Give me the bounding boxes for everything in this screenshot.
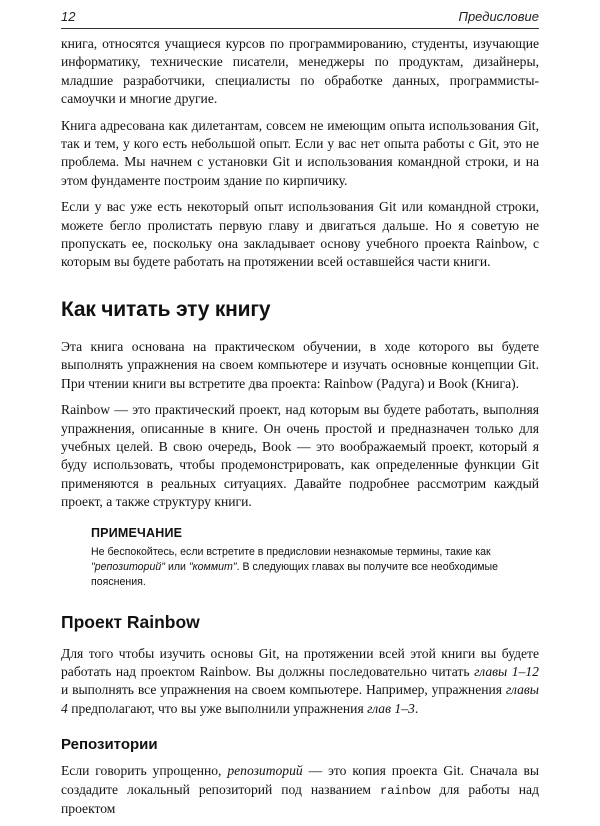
- intro-paragraph-1: книга, относятся учащиеся курсов по программированию, студенты, изучающие информатику, технические писатели, менеджеры по продуктам, дизайнеры, младшие разработчики, специалисты по обработке данных, программисты-самоучки и многие другие.: [61, 36, 539, 107]
- note-text: [91, 545, 539, 590]
- how-to-read-paragraph-2: Rainbow — это практический проект, над которым вы будете работать, выполняя упражнения, описанные в книге. Он очень простой и предназначен только для учебных целей. В свою очередь, Book — это воображаемый проект, который я буду использовать, чтобы продемонстрировать, как определенные функции Git применяются в реальных ситуациях. Давайте подробнее рассмотрим каждый проект, а также структуру книги.: [61, 402, 539, 510]
- section-heading-repositories: Репозитории: [61, 736, 158, 754]
- chapter-reference: главы 4: [61, 682, 539, 716]
- running-section-title: Предисловие: [458, 9, 539, 24]
- how-to-read-paragraph-1: Эта книга основана на практическом обучении, в ходе которого вы будете выполнять упражнения на своем компьютере и изучать основные концепции Git. При чтении книги вы встретите два проекта: Rainbow (Радуга) и Book (Книга).: [61, 338, 539, 391]
- section-heading-how-to-read: Как читать эту книгу: [61, 297, 271, 321]
- text-run: — это копия проекта Git. Сначала вы создадите локальный репозиторий под названием: [61, 763, 539, 797]
- repositories-paragraph-1: [61, 762, 539, 818]
- text-run: предполагают, что вы уже выполнили упражнения: [67, 700, 368, 716]
- note-title: ПРИМЕЧАНИЕ: [91, 525, 183, 540]
- chapter-reference: главы 1–12: [474, 663, 539, 679]
- note-term-commit: "коммит": [188, 560, 237, 573]
- text-run: и выполнять все упражнения на своем компьютере. Например, упражнения: [61, 682, 506, 698]
- note-text-part: . В следующих главах вы получите все необходимые пояснения.: [91, 560, 499, 588]
- page-content: [61, 35, 539, 826]
- chapter-reference: глав 1–3: [367, 700, 415, 716]
- text-run: Для того чтобы изучить основы Git, на протяжении всей этой книги вы будете работать над проектом Rainbow. Вы должны последовательно читать: [61, 645, 539, 679]
- text-run: для работы над проектом: [61, 781, 540, 816]
- header-rule: [61, 28, 539, 29]
- term-repository: репозиторий: [227, 763, 303, 779]
- text-run: .: [414, 700, 419, 716]
- note-box: [91, 526, 539, 590]
- intro-paragraph-2: Книга адресована как дилетантам, совсем не имеющим опыта использования Git, так и тем, у кого есть небольшой опыт. Если у вас нет опыта работы с Git, это не проблема. Мы начнем с установки Git и использования командной строки, и на этом фундаменте построим здание по кирпичику.: [61, 117, 539, 188]
- rainbow-paragraph-1: [61, 645, 539, 719]
- page-number: 12: [61, 9, 76, 24]
- intro-paragraph-3: Если у вас уже есть некоторый опыт использования Git или командной строки, можете бегло пролистать первую главу и двигаться дальше. Но я советую не пропускать ее, поскольку она закладывает основу учебного проекта Rainbow, с которым вы будете работать на протяжении всей оставшейся части книги.: [61, 199, 539, 270]
- text-run: Если говорить упрощенно,: [61, 763, 228, 779]
- code-rainbow: rainbow: [380, 783, 431, 798]
- section-heading-rainbow: Проект Rainbow: [61, 611, 200, 632]
- note-text-part: или: [165, 560, 189, 573]
- note-term-repository: "репозиторий": [91, 560, 165, 573]
- note-text-part: Не беспокойтесь, если встретите в предисловии незнакомые термины, такие как: [91, 545, 491, 558]
